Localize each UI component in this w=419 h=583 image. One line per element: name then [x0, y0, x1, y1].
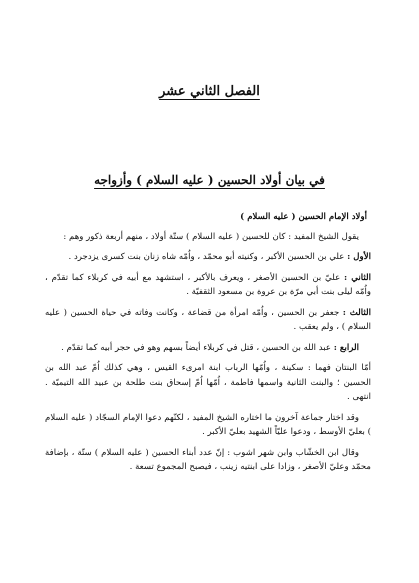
- paragraph: [45, 271, 371, 300]
- paragraph-text: جعفر بن الحسين ، واُمّه امرأة من قضاعة ، وكانت وفاته في حياة الحسين ( عليه السلام ) ، ولم يعقب .: [45, 307, 371, 332]
- paragraph-text: وقد اختار جماعة آخرون ما اختاره الشيخ المفيد ، لكنّهم دعوا الإمام السجّاد ( عليه السلام ) بعليّ الأوسط ، ودعوا عليّاً الشهيد بعليّ الأكبر .: [45, 412, 371, 437]
- paragraph-text: علي بن الحسين الأكبر ، وكنيته أبو محمّد ، واُمّه شاه زنان بنت كسرى يزدجرد .: [68, 252, 348, 262]
- body-text: [45, 210, 371, 481]
- chapter-title: الفصل الثاني عشر: [159, 84, 260, 99]
- paragraph: [45, 361, 371, 405]
- paragraph-lead: الثالث :: [342, 307, 371, 318]
- paragraph-lead: الثاني :: [344, 272, 371, 283]
- paragraph: [45, 341, 371, 356]
- paragraph: [45, 306, 371, 335]
- paragraph: [45, 411, 371, 440]
- paragraph-lead: الرابع :: [333, 342, 359, 353]
- paragraph-text: أمّا البنتان فهما : سكينة ، واُمّها الرباب ابنة امرىء القيس ، وهي كذلك اُمّ عبد الله بن الحسين ؛ والبنت الثانية واسمها فاطمة ، اُمّها اُمّ إسحاق بنت طلحة بن عبيد الله التيميّة . انتهى .: [45, 363, 371, 402]
- subsection-heading: أولاد الإمام الحسين ( عليه السلام ): [240, 212, 367, 222]
- paragraph-text: يقول الشيخ المفيد : كان للحسين ( عليه السلام ) ستّة أولاد ، منهم أربعة ذكور وهم :: [63, 231, 359, 242]
- paragraph-lead: الأول :: [347, 252, 371, 262]
- paragraph: [45, 250, 371, 265]
- paragraph: [45, 446, 371, 475]
- paragraph-text: عليّ بن الحسين الأصغر ، ويعرف بالأكبر ، استشهد مع أبيه في كربلاء كما تقدّم ، واُمّه ليلى بنت أبي مرّة بن عروة بن مسعود الثقفيّة .: [45, 272, 371, 297]
- paragraph-text: عبد الله بن الحسين ، قتل في كربلاء أيضاً بسهم وهو في حجر أبيه كما تقدّم .: [61, 342, 334, 353]
- section-title: في بيان أولاد الحسين ( عليه السلام ) وأزواجه: [94, 173, 325, 187]
- paragraph: [45, 230, 371, 245]
- paragraph-text: وقال ابن الخشّاب وابن شهر اشوب : إنّ عدد أبناء الحسين ( عليه السلام ) ستّة ، بإضافة محمّد وعليّ الأصغر ، وزادا على ابنتيه زينب ، فيصبح المجموع تسعة .: [45, 447, 371, 472]
